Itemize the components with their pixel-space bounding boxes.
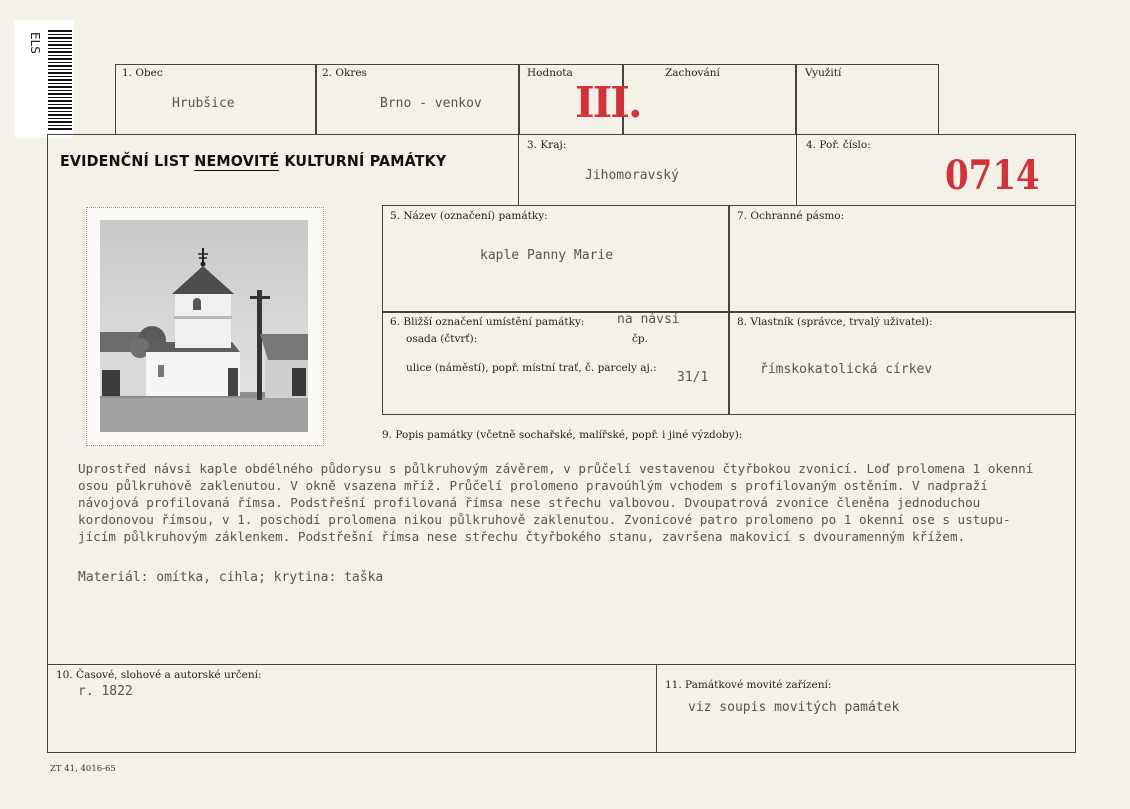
popis-line: osou půlkruhově zaklenutou. V okně vsazena mříž. Průčelí prolomeno pravoúhlým vchodem s profilovaným ostěním. V nadpraží xyxy=(78,478,988,493)
title-part-1: EVIDENČNÍ LIST xyxy=(60,152,195,170)
document-title xyxy=(60,152,446,170)
divider xyxy=(796,134,797,206)
umisteni-label: 6. Bližší označení umístění památky: xyxy=(390,316,585,328)
popis-line: kordonovou římsou, v 1. poschodí prolomena nikou půlkruhově zaklenutou. Zvonicové patro prolomeno po 1 okenní ose s ustupu- xyxy=(78,512,1011,527)
okres-label: 2. Okres xyxy=(322,67,367,79)
ulice-label: ulice (náměstí), popř. místní trať, č. parcely aj.: xyxy=(406,362,657,374)
divider xyxy=(518,134,519,206)
zarizeni-value: viz soupis movitých památek xyxy=(688,700,900,715)
hodnota-value: III. xyxy=(575,78,641,127)
popis-line: Uprostřed návsi kaple obdélného půdorysu s půlkruhovým závěrem, v průčelí vestavenou čtyřbokou zvonicí. Loď prolomena 1 okenní xyxy=(78,461,1034,476)
vlastnik-label: 8. Vlastník (správce, trvalý uživatel): xyxy=(737,316,933,328)
title-part-2: NEMOVITÉ xyxy=(194,152,280,170)
kraj-value: Jihomoravský xyxy=(585,168,679,183)
barcode-label: ELS xyxy=(28,32,42,54)
popis-text xyxy=(78,460,1068,545)
cislo-label: 4. Poř. číslo: xyxy=(806,139,871,151)
title-part-3: KULTURNÍ PAMÁTKY xyxy=(279,152,447,170)
obec-label: 1. Obec xyxy=(122,67,163,79)
zarizeni-label: 11. Památkové movité zařízení: xyxy=(665,679,832,691)
zachovani-label: Zachování xyxy=(665,67,720,79)
umisteni-value: na návsi xyxy=(617,312,680,327)
vlastnik-value: římskokatolická církev xyxy=(760,362,933,377)
barcode-icon xyxy=(48,30,72,130)
obec-value: Hrubšice xyxy=(172,96,235,111)
kraj-label: 3. Kraj: xyxy=(527,139,567,151)
urceni-value: r. 1822 xyxy=(78,684,133,699)
barcode-sticker xyxy=(14,20,74,138)
divider xyxy=(656,664,657,753)
popis-line: jícím půlkruhovým záklenkem. Podstřešní římsa nese střechu čtyřbokého stanu, završena makovicí s dvouramenným křížem. xyxy=(78,529,966,544)
photo-frame xyxy=(86,207,324,446)
chapel-photo xyxy=(100,220,308,432)
divider xyxy=(47,664,1076,665)
hodnota-label: Hodnota xyxy=(527,67,573,79)
cp-label: čp. xyxy=(632,333,648,345)
parcela-value: 31/1 xyxy=(677,370,709,385)
nazev-value: kaple Panny Marie xyxy=(480,248,614,263)
osada-label: osada (čtvrť): xyxy=(406,333,478,345)
okres-value: Brno - venkov xyxy=(380,96,482,111)
pasmo-label: 7. Ochranné pásmo: xyxy=(737,210,845,222)
form-code: ZT 41, 4016-65 xyxy=(50,764,116,774)
material-value: Materiál: omítka, cihla; krytina: taška xyxy=(78,570,384,585)
popis-label: 9. Popis památky (včetně sochařské, malířské, popř. i jiné výzdoby): xyxy=(382,429,743,441)
poradove-cislo: 0714 xyxy=(945,152,1040,199)
vyuziti-label: Využití xyxy=(805,67,842,79)
urceni-label: 10. Časové, slohové a autorské určení: xyxy=(56,669,262,681)
popis-line: návojová profilovaná římsa. Podstřešní profilovaná římsa nese střechu valbovou. Dvoupatrová zvonice členěna jednoduchou xyxy=(78,495,981,510)
nazev-label: 5. Název (označení) památky: xyxy=(390,210,548,222)
